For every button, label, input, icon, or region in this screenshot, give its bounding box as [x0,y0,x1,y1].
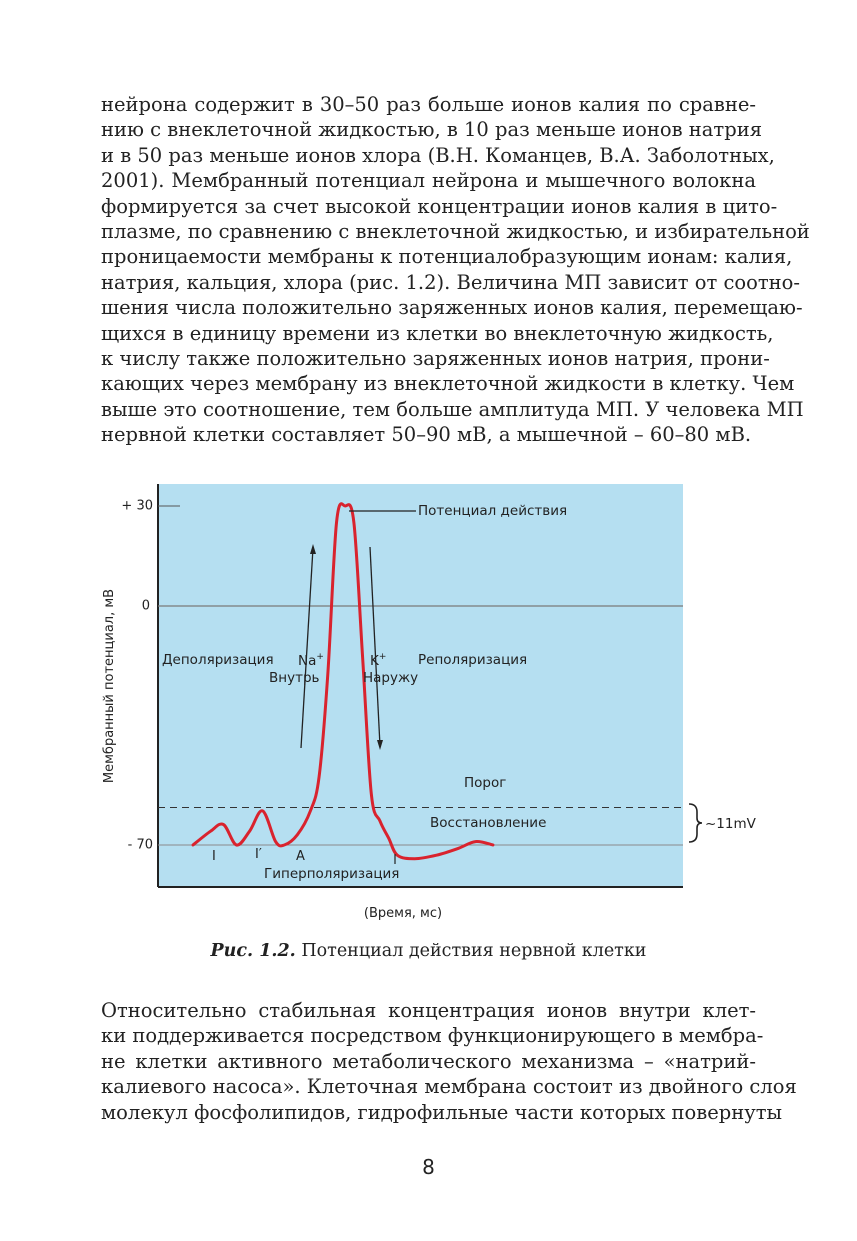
caption-text: Потенциал действия нервной клетки [295,941,647,961]
inward-label: Внутрь [269,670,320,686]
paragraph-2 [101,998,797,1125]
paragraph-line: нервной клетки составляет 50–90 мВ, а мышечной – 60–80 мВ. [101,423,752,447]
threshold-brace [689,804,702,842]
paragraph-line: не клетки активного метаболического механизма – «натрий- [101,1049,756,1073]
depolarization-label: Деполяризация [162,652,274,668]
paragraph-line: Относительно стабильная концентрация ионов внутри клет- [101,999,756,1022]
paragraph-line: калиевого насоса». Клеточная мембрана состоит из двойного слоя [101,1075,797,1099]
paragraph-line: ки поддерживается посредством функционирующего в мембра- [101,1024,764,1048]
paragraph-line: формируется за счет высокой концентрации ионов калия в цито- [101,194,778,218]
recovery-label: Восстановление [430,815,547,831]
mark-i: I [212,849,216,864]
threshold-label: Порог [464,775,507,791]
paragraph-line: плазме, по сравнению с внеклеточной жидкостью, и избирательной [101,220,810,244]
paragraph-line: выше это соотношение, тем больше амплитуда МП. У человека МП [101,397,804,421]
caption-prefix: Рис. 1.2. [210,941,296,961]
paragraph-line: нию с внеклеточной жидкостью, в 10 раз меньше ионов натрия [101,118,763,142]
paragraph-line: шения числа положительно заряженных ионов калия, перемещаю- [101,296,803,320]
tick-label: - 70 [127,837,153,853]
action-potential-figure [0,470,857,930]
paragraph-line: нейрона содержит в 30–50 раз больше ионов калия по сравне- [101,93,756,116]
page-number: 8 [422,1155,435,1179]
tick-label: + 30 [121,498,153,514]
paragraph-line: молекул фосфолипидов, гидрофильные части которых повернуты [101,1100,783,1124]
na-charge: + [316,652,324,662]
plot-background [158,484,683,887]
threshold-delta-label: ~11mV [705,816,756,832]
figure-caption [0,941,857,961]
action-potential-label: Потенциал действия [418,503,568,519]
paragraph-line: 2001). Мембранный потенциал нейрона и мышечного волокна [101,169,756,193]
na-symbol: Na [298,653,317,669]
mark-a: A [296,849,305,864]
paragraph-line: проницаемости мембраны к потенциалобразующим ионам: калия, [101,245,793,269]
k-symbol: K [370,653,379,669]
paragraph-line: к числу также положительно заряженных ионов натрия, прони- [101,347,770,371]
paragraph-line: кающих через мембрану из внеклеточной жидкости в клетку. Чем [101,372,795,396]
repolarization-label: Реполяризация [418,652,528,668]
outward-label: Наружу [363,670,419,686]
paragraph-1 [101,92,810,448]
y-axis-label: Мембранный потенциал, мВ [102,588,117,784]
mark-i-prime: I′ [255,847,262,862]
k-charge: + [378,652,387,662]
hyperpolarization-label: Гиперполяризация [264,866,400,882]
paragraph-line: натрия, кальция, хлора (рис. 1.2). Величина МП зависит от соотно- [101,270,801,294]
tick-label: 0 [141,598,150,614]
paragraph-line: щихся в единицу времени из клетки во внеклеточную жидкость, [101,321,774,345]
paragraph-line: и в 50 раз меньше ионов хлора (В.Н. Команцев, В.А. Заболотных, [101,143,775,167]
x-axis-label: (Время, мс) [363,906,443,921]
